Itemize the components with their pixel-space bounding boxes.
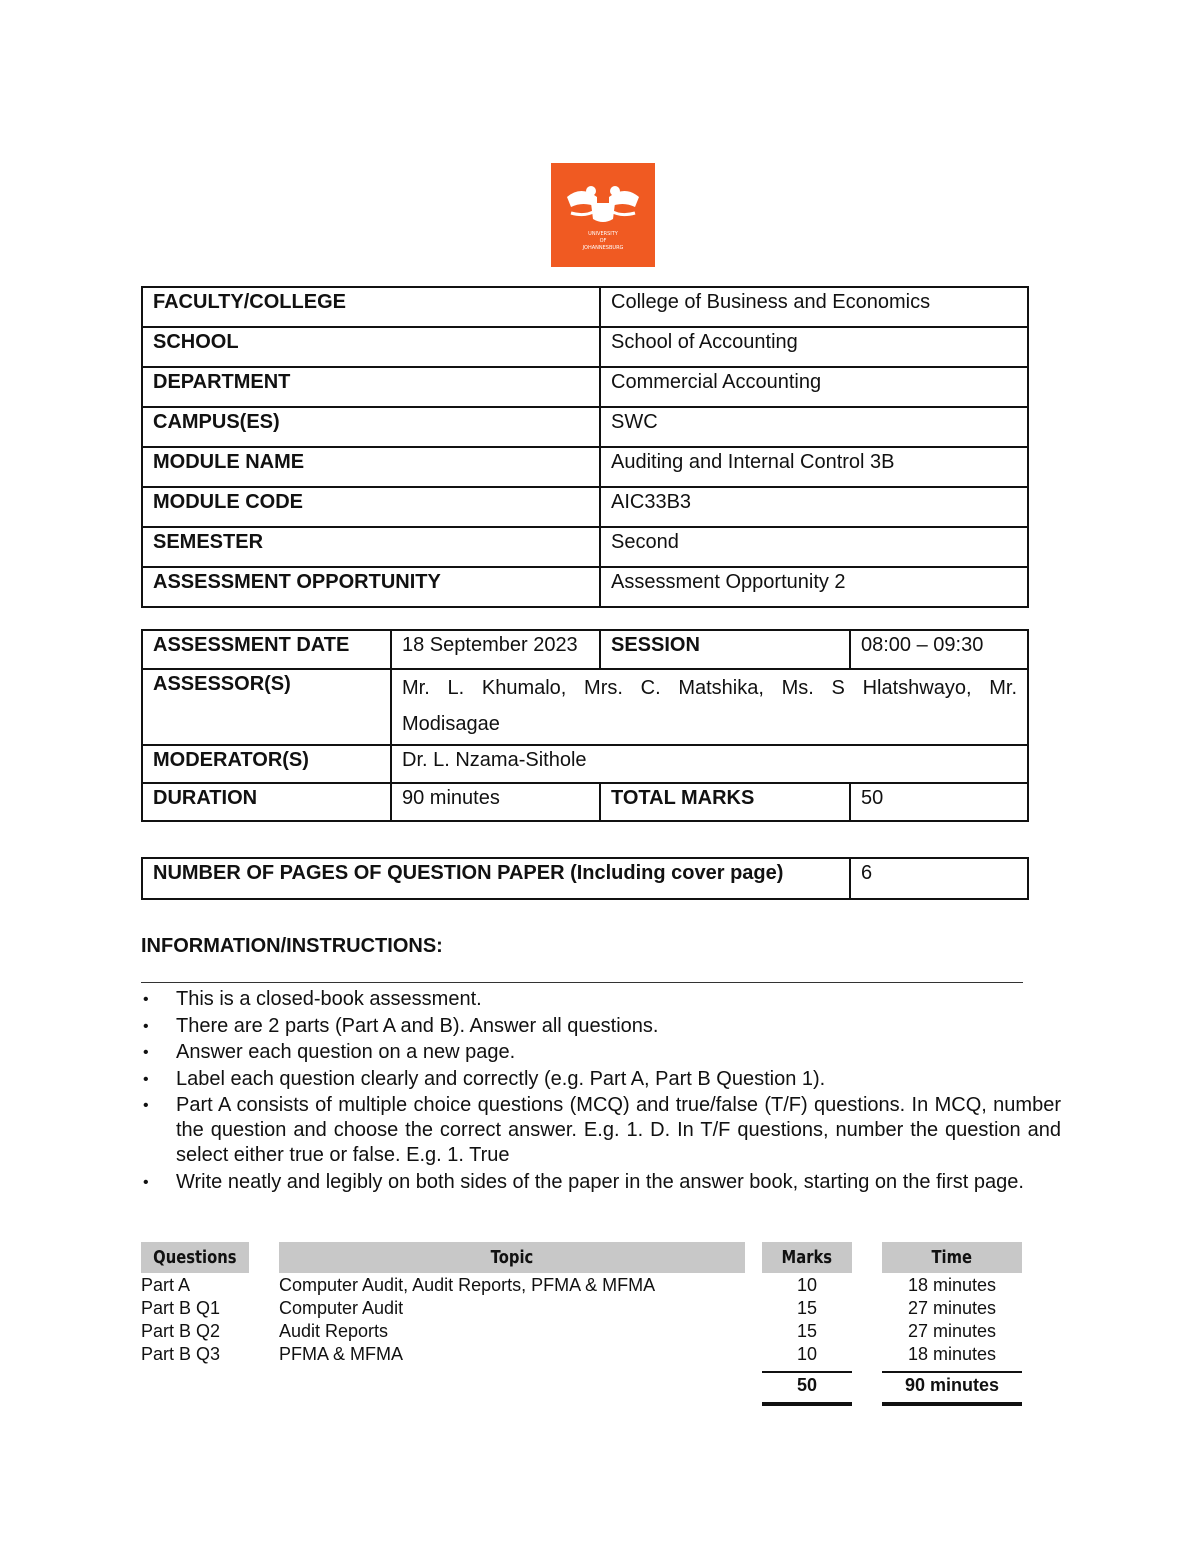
assessors-label: ASSESSOR(S) xyxy=(142,669,391,745)
session-value: 08:00 – 09:30 xyxy=(850,630,1028,669)
instructions-list xyxy=(141,987,1061,1197)
row-topic: PFMA & MFMA xyxy=(279,1344,404,1364)
table-row xyxy=(142,447,1028,487)
row-marks: 15 xyxy=(796,1298,818,1318)
duration-value: 90 minutes xyxy=(391,783,600,821)
row-time: 18 minutes xyxy=(907,1344,997,1364)
list-item: • Label each question clearly and correctly (e.g. Part A, Part B Question 1). xyxy=(141,1067,1061,1092)
assessors-line-1: Mr. L. Khumalo, Mrs. C. Matshika, Ms. S Hlatshwayo, Mr. xyxy=(402,677,1017,699)
department-value: Commercial Accounting xyxy=(600,367,1028,407)
total-rule-top xyxy=(762,1371,852,1373)
table-row xyxy=(142,669,1028,745)
module-name-value: Auditing and Internal Control 3B xyxy=(600,447,1028,487)
assessment-opportunity-label: ASSESSMENT OPPORTUNITY xyxy=(142,567,600,607)
svg-text:JOHANNESBURG: JOHANNESBURG xyxy=(582,245,624,251)
row-topic: Computer Audit, Audit Reports, PFMA & MFMA xyxy=(279,1275,656,1295)
faculty-value: College of Business and Economics xyxy=(600,287,1028,327)
university-crest-icon xyxy=(551,163,655,267)
total-marks-label: TOTAL MARKS xyxy=(600,783,850,821)
instructions-heading: INFORMATION/INSTRUCTIONS: xyxy=(141,935,443,957)
campus-value: SWC xyxy=(600,407,1028,447)
school-label: SCHOOL xyxy=(142,327,600,367)
university-logo xyxy=(551,163,655,267)
table-row xyxy=(142,527,1028,567)
campus-label: CAMPUS(ES) xyxy=(142,407,600,447)
table-row xyxy=(142,630,1028,669)
list-item: • This is a closed-book assessment. xyxy=(141,987,1061,1012)
marks-header: Marks xyxy=(762,1242,852,1273)
row-marks: 10 xyxy=(796,1344,818,1364)
semester-label: SEMESTER xyxy=(142,527,600,567)
table-row xyxy=(142,287,1028,327)
row-question: Part B Q3 xyxy=(141,1344,221,1364)
svg-text:OF: OF xyxy=(599,238,607,244)
assessment-date-label: ASSESSMENT DATE xyxy=(142,630,391,669)
table-row xyxy=(142,745,1028,783)
row-time: 18 minutes xyxy=(907,1275,997,1295)
table-row xyxy=(142,858,1028,899)
session-label: SESSION xyxy=(600,630,850,669)
school-value: School of Accounting xyxy=(600,327,1028,367)
module-name-label: MODULE NAME xyxy=(142,447,600,487)
module-code-value: AIC33B3 xyxy=(600,487,1028,527)
total-time-sum: 90 minutes xyxy=(904,1375,1000,1395)
row-marks: 10 xyxy=(796,1275,818,1295)
list-item: • Part A consists of multiple choice questions (MCQ) and true/false (T/F) questions. In MCQ, number the question and choose the correct answer. E.g. 1. D. In T/F questions, number the question and select either true or false. E.g. 1. True xyxy=(141,1093,1061,1168)
row-question: Part B Q1 xyxy=(141,1298,221,1318)
divider xyxy=(141,982,1023,983)
module-info-table xyxy=(141,286,1029,608)
table-row xyxy=(142,367,1028,407)
list-item: • Answer each question on a new page. xyxy=(141,1040,1061,1065)
total-marks-value: 50 xyxy=(850,783,1028,821)
table-row xyxy=(142,407,1028,447)
table-row xyxy=(142,783,1028,821)
row-time: 27 minutes xyxy=(907,1298,997,1318)
row-time: 27 minutes xyxy=(907,1321,997,1341)
module-code-label: MODULE CODE xyxy=(142,487,600,527)
total-rule-bottom xyxy=(882,1402,1022,1406)
moderators-value: Dr. L. Nzama-Sithole xyxy=(391,745,1028,783)
topic-header: Topic xyxy=(279,1242,745,1273)
total-marks-sum: 50 xyxy=(796,1375,818,1395)
page-count-value: 6 xyxy=(850,858,1028,899)
assessment-details-table xyxy=(141,629,1029,822)
assessment-opportunity-value: Assessment Opportunity 2 xyxy=(600,567,1028,607)
row-marks: 15 xyxy=(796,1321,818,1341)
table-row xyxy=(142,567,1028,607)
page-count-label: NUMBER OF PAGES OF QUESTION PAPER (Including cover page) xyxy=(142,858,850,899)
assessors-line-2: Modisagae xyxy=(402,713,500,735)
faculty-label: FACULTY/COLLEGE xyxy=(142,287,600,327)
time-header: Time xyxy=(882,1242,1022,1273)
assessment-date-value: 18 September 2023 xyxy=(391,630,600,669)
questions-header: Questions xyxy=(141,1242,249,1273)
svg-text:UNIVERSITY: UNIVERSITY xyxy=(588,231,618,237)
duration-label: DURATION xyxy=(142,783,391,821)
row-question: Part B Q2 xyxy=(141,1321,221,1341)
table-row xyxy=(142,487,1028,527)
department-label: DEPARTMENT xyxy=(142,367,600,407)
list-item: • There are 2 parts (Part A and B). Answer all questions. xyxy=(141,1014,1061,1039)
row-topic: Audit Reports xyxy=(279,1321,389,1341)
total-rule-bottom xyxy=(762,1402,852,1406)
total-rule-top xyxy=(882,1371,1022,1373)
list-item: • Write neatly and legibly on both sides of the paper in the answer book, starting on the first page. xyxy=(141,1170,1061,1195)
assessors-value xyxy=(391,669,1028,745)
table-row xyxy=(142,327,1028,367)
row-question: Part A xyxy=(141,1275,191,1295)
semester-value: Second xyxy=(600,527,1028,567)
page-count-table xyxy=(141,857,1029,900)
row-topic: Computer Audit xyxy=(279,1298,404,1318)
moderators-label: MODERATOR(S) xyxy=(142,745,391,783)
